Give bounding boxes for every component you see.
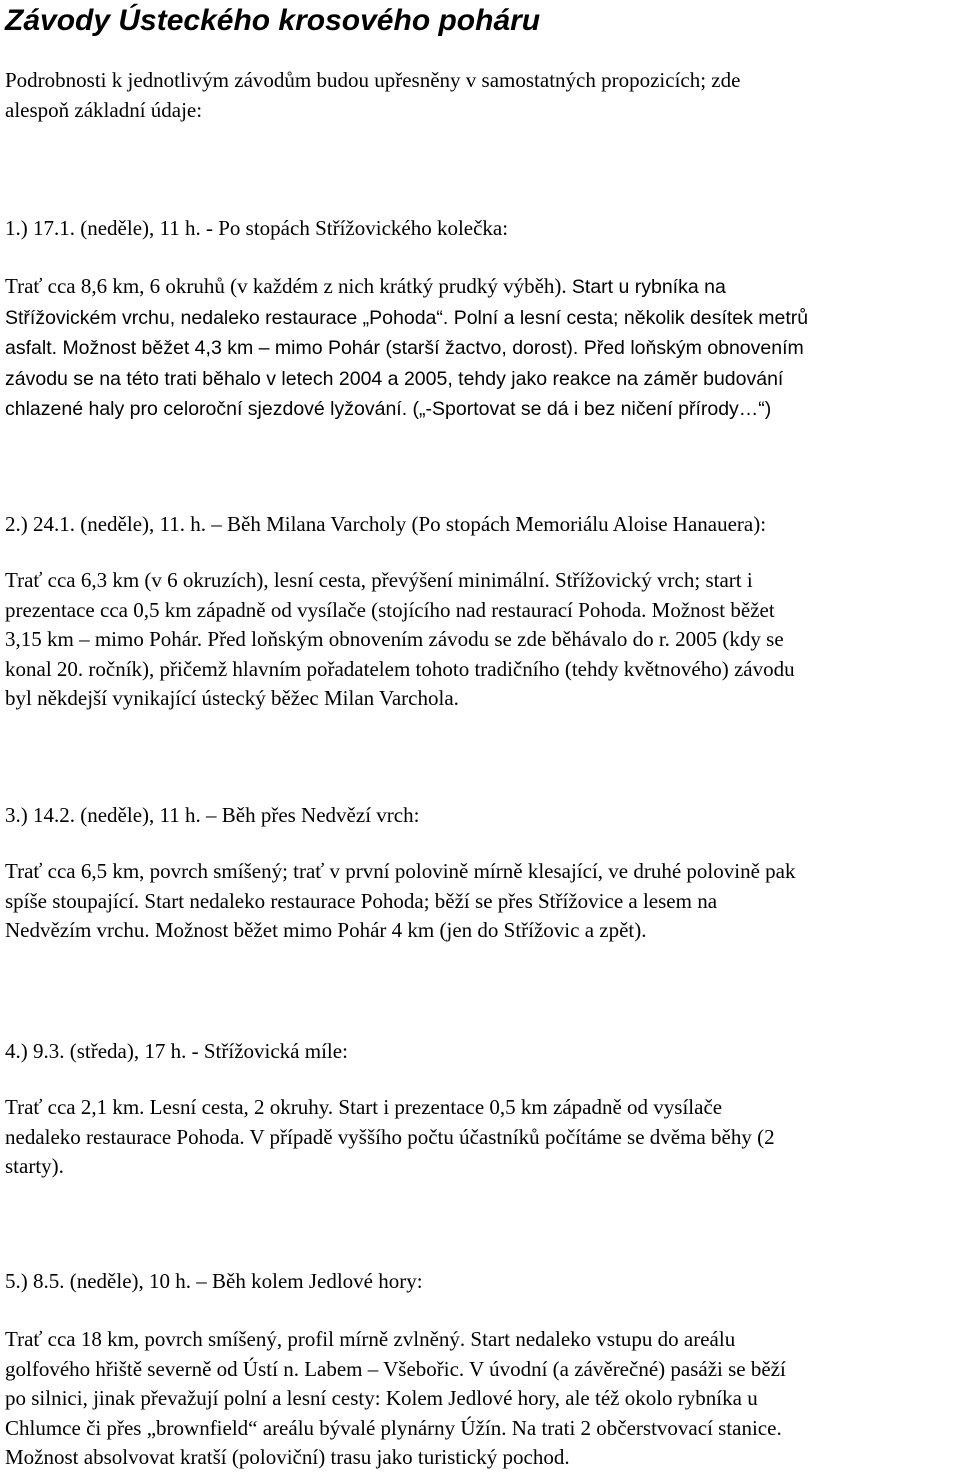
text-run: asfalt. Možnost běžet 4,3 km – mimo Pohár (starší žactvo, dorost). Před loňským obnovením xyxy=(5,337,804,359)
description-line xyxy=(5,655,957,685)
text-run: Střížovickém vrchu, nedaleko restaurace „Pohoda“. Polní a lesní cesta; několik desítek metrů xyxy=(5,306,809,329)
race-2-description xyxy=(5,566,957,714)
description-line xyxy=(5,1384,957,1414)
race-4-heading: 4.) 9.3. (středa), 17 h. - Střížovická míle: xyxy=(5,1039,348,1063)
race-4-description xyxy=(5,1093,957,1182)
text-run: Nedvězím vrchu. Možnost běžet mimo Pohár 4 km (jen do Střížovic a zpět). xyxy=(5,918,647,942)
description-line xyxy=(5,1152,957,1182)
race-3-description xyxy=(5,857,957,946)
text-run: 3,15 km – mimo Pohár. Před loňským obnovením závodu se zde běhávalo do r. 2005 (kdy se xyxy=(5,627,784,651)
text-run: Chlumce či přes „brownfield“ areálu bývalé plynárny Úžín. Na trati 2 občerstvovací stanice. xyxy=(5,1415,782,1440)
description-line xyxy=(5,887,957,917)
description-line xyxy=(5,1123,957,1153)
description-line xyxy=(5,1093,957,1123)
description-line xyxy=(5,916,957,946)
description-line xyxy=(5,684,957,714)
text-run: Trať cca 6,5 km, povrch smíšený; trať v první polovině mírně klesající, ve druhé polovině pak xyxy=(5,859,796,883)
description-line xyxy=(5,364,957,395)
description-line xyxy=(5,625,957,655)
text-run: spíše stoupající. Start nedaleko restaurace Pohoda; běží se přes Střížovice a lesem na xyxy=(5,888,718,913)
text-run: starty). xyxy=(5,1154,64,1178)
text-run: nedaleko restaurace Pohoda. V případě vyššího počtu účastníků počítáme se dvěma běhy (2 xyxy=(5,1124,775,1149)
race-5-heading: 5.) 8.5. (neděle), 10 h. – Běh kolem Jedlové hory: xyxy=(5,1269,423,1293)
description-line xyxy=(5,272,957,303)
race-2-heading: 2.) 24.1. (neděle), 11. h. – Běh Milana Varcholy (Po stopách Memoriálu Aloise Hanauera): xyxy=(5,512,767,536)
race-5-description xyxy=(5,1325,957,1473)
text-run: prezentace cca 0,5 km západně od vysílače (stojícího nad restaurací Pohoda. Možnost běžet xyxy=(5,597,775,622)
text-run: závodu se na této trati běhalo v letech 2004 a 2005, tehdy jako reakce na záměr budování xyxy=(5,367,784,390)
text-run: Trať cca 8,6 km, 6 okruhů (v každém z nich krátký prudký výběh). xyxy=(5,274,572,298)
description-line xyxy=(5,1443,957,1473)
text-run: Start u rybníka na xyxy=(571,276,726,298)
text-run: konal 20. ročník), přičemž hlavním pořadatelem tohoto tradičního (tehdy květnového) závodu xyxy=(5,656,795,681)
description-line xyxy=(5,596,957,626)
description-line xyxy=(5,1355,957,1385)
text-run: Trať cca 18 km, povrch smíšený, profil mírně zvlněný. Start nedaleko vstupu do areálu xyxy=(5,1327,736,1351)
text-run: Trať cca 2,1 km. Lesní cesta, 2 okruhy. Start i prezentace 0,5 km západně od vysílače xyxy=(5,1095,723,1119)
page-title: Závody Ústeckého krosového poháru xyxy=(5,4,541,37)
description-line xyxy=(5,333,957,364)
description-line xyxy=(5,1414,957,1444)
description-line xyxy=(5,1325,957,1355)
race-1-heading: 1.) 17.1. (neděle), 11 h. - Po stopách Střížovického kolečka: xyxy=(5,216,509,240)
intro-line: Podrobnosti k jednotlivým závodům budou upřesněny v samostatných propozicích; zde xyxy=(5,68,741,92)
text-run: Možnost absolvovat kratší (poloviční) trasu jako turistický pochod. xyxy=(5,1445,570,1469)
description-line xyxy=(5,566,957,596)
text-run: chlazené haly pro celoroční sjezdové lyžování. („-Sportovat se dá i bez ničení přírody…“) xyxy=(5,398,772,420)
description-line xyxy=(5,394,957,425)
text-run: golfového hřiště severně od Ústí n. Labem – Všebořic. V úvodní (a závěrečné) pasáži se běží xyxy=(5,1356,786,1381)
intro-line: alespoň základní údaje: xyxy=(5,97,203,122)
intro-paragraph xyxy=(5,66,957,125)
text-run: po silnici, jinak převažují polní a lesní cesty: Kolem Jedlové hory, ale též okolo rybníka u xyxy=(5,1386,758,1410)
description-line xyxy=(5,303,957,334)
text-run: Trať cca 6,3 km (v 6 okruzích), lesní cesta, převýšení minimální. Střížovický vrch; start i xyxy=(5,568,753,592)
description-line xyxy=(5,857,957,887)
race-3-heading: 3.) 14.2. (neděle), 11 h. – Běh přes Nedvězí vrch: xyxy=(5,803,420,827)
race-1-description xyxy=(5,272,957,425)
text-run: byl někdejší vynikající ústecký běžec Milan Varchola. xyxy=(5,686,459,710)
